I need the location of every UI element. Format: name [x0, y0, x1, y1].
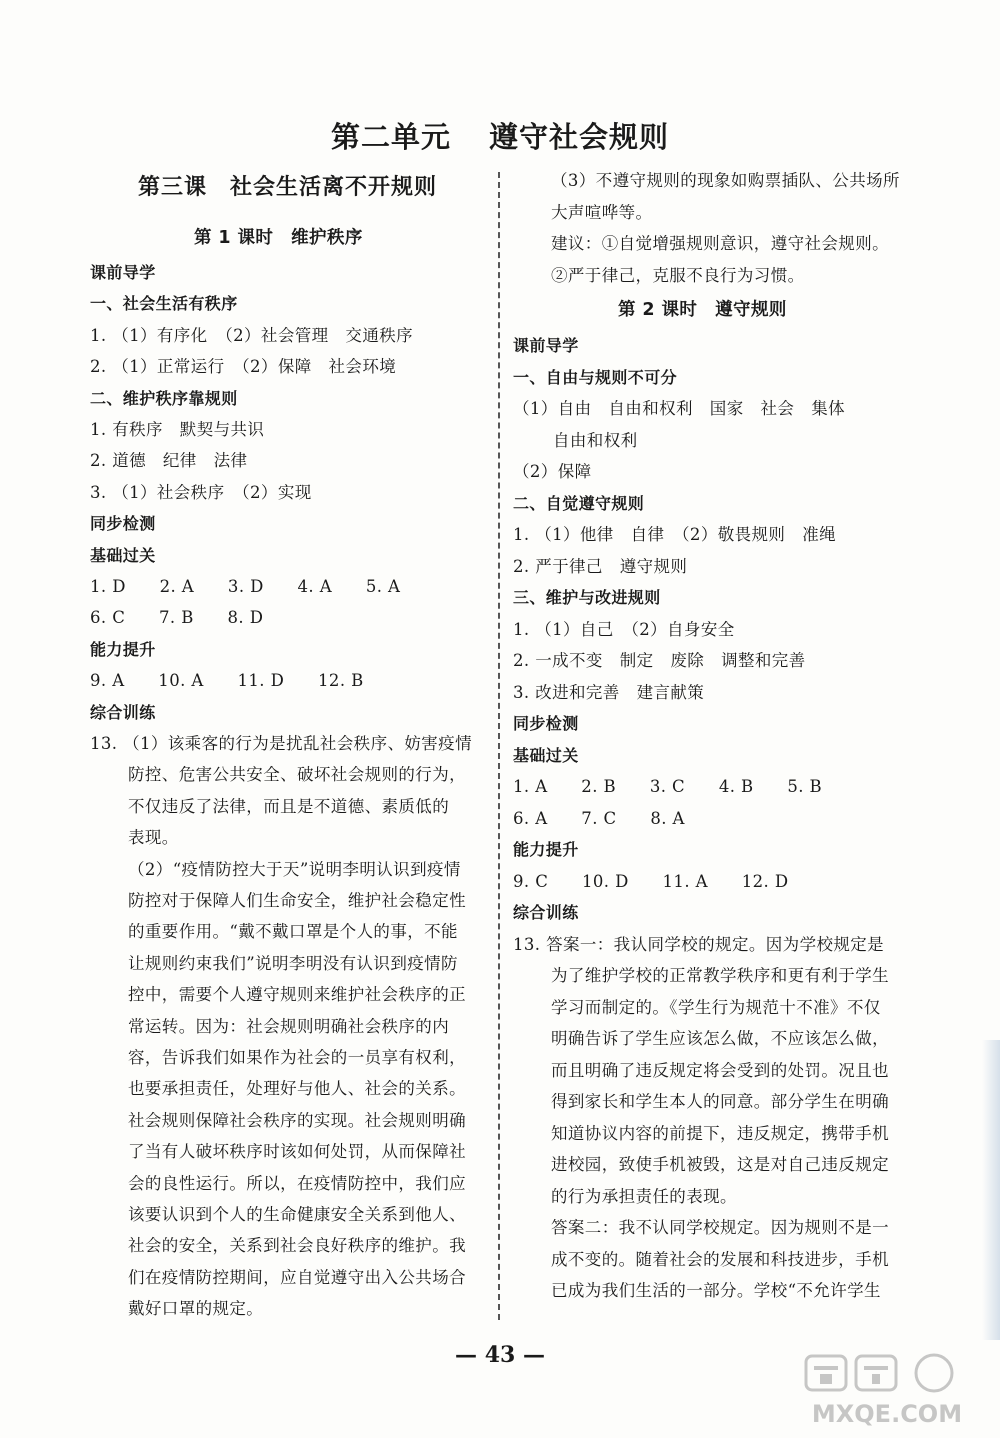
- answer-line: 控中，需要个人遵守规则来维护社会秩序的正: [128, 985, 466, 1005]
- answer-line: 学习而制定的。《学生行为规范十不准》不仅: [551, 997, 881, 1017]
- unit-number: 第二单元: [330, 120, 451, 154]
- section-heading: 课前导学: [90, 263, 156, 282]
- answer-line: 该要认识到个人的生命健康安全关系到他人、: [128, 1205, 466, 1224]
- section-heading: 同步检测: [513, 714, 579, 733]
- answer-line: 也要承担责任，处理好与他人、社会的关系。: [128, 1079, 466, 1099]
- answer-line: 社会的安全，关系到社会良好秩序的维护。我: [128, 1236, 466, 1256]
- section-heading: 一、社会生活有秩序: [90, 294, 238, 314]
- answer-line: （1）自由 自由和权利 国家 社会 集体: [513, 399, 845, 418]
- answer-line: 6. C 7. B 8. D: [90, 608, 264, 628]
- lesson-title: 第三课 社会生活离不开规则: [138, 175, 438, 200]
- answer-line: 1. D 2. A 3. D 4. A 5. A: [90, 577, 401, 596]
- answer-line: 自由和权利: [553, 430, 638, 450]
- answer-line: （2）“疫情防控大于天”说明李明认识到疫情: [128, 859, 461, 879]
- section-heading: 基础过关: [90, 545, 156, 565]
- answer-line: 们在疫情防控期间，应自觉遵守出入公共场合: [128, 1267, 466, 1287]
- answer-line: 1. （1）他律 自律 （2）敬畏规则 准绳: [513, 525, 837, 544]
- section-heading: 综合训练: [90, 702, 156, 722]
- answer-line: 表现。: [128, 828, 179, 848]
- answer-line: 常运转。因为：社会规则明确社会秩序的内: [128, 1016, 450, 1036]
- answer-line: 13. （1）该乘客的行为是扰乱社会秩序、妨害疫情: [90, 734, 472, 753]
- watermark-logo: [792, 1348, 982, 1430]
- unit-name: 遵守社会规则: [489, 120, 670, 154]
- answer-line: 1. （1）有序化 （2）社会管理 交通秩序: [90, 325, 414, 345]
- section-heading: 二、维护秩序靠规则: [90, 388, 238, 408]
- answer-line: 已成为我们生活的一部分。学校“不允许学生: [551, 1281, 881, 1300]
- answer-line: 进校园，致使手机被毁，这是对自己违反规定: [551, 1155, 889, 1174]
- answer-line: 明确告诉了学生应该怎么做，不应该怎么做，: [551, 1029, 889, 1048]
- answer-line: 而且明确了违反规定将会受到的处罚。况且也: [551, 1060, 889, 1080]
- unit-title: [0, 115, 1000, 156]
- answer-line: ②严于律己，克服不良行为习惯。: [551, 265, 805, 285]
- answer-line: 2. 一成不变 制定 废除 调整和完善: [513, 651, 806, 670]
- answer-line: 防控、危害公共安全、破坏社会规则的行为，: [128, 765, 466, 785]
- page-number: — 43 —: [455, 1342, 545, 1368]
- answer-line: 的重要作用。“戴不戴口罩是个人的事，不能: [128, 922, 458, 942]
- answer-line: 2. （1）正常运行 （2）保障 社会环境: [90, 357, 397, 377]
- section-heading: 能力提升: [90, 639, 156, 659]
- answer-line: 1. A 2. B 3. C 4. B 5. B: [513, 777, 823, 796]
- answer-line: 大声喧哗等。: [551, 202, 653, 222]
- answer-line: 1. 有秩序 默契与共识: [90, 420, 265, 439]
- answer-line: 的行为承担责任的表现。: [551, 1186, 737, 1206]
- page-edge-shadow: [982, 1040, 1000, 1340]
- answer-line: （2）保障: [513, 462, 592, 481]
- section-heading: 二、自觉遵守规则: [513, 493, 645, 513]
- section-heading: 三、维护与改进规则: [513, 588, 661, 607]
- answer-line: 了当有人破坏秩序时该如何处罚，从而保障社: [128, 1142, 466, 1162]
- answer-line: 得到家长和学生本人的同意。部分学生在明确: [551, 1092, 889, 1111]
- answer-line: 不仅违反了法律，而且是不道德、素质低的: [128, 796, 450, 816]
- section-heading: 综合训练: [513, 903, 579, 922]
- section-heading: 能力提升: [513, 840, 579, 859]
- answer-line: 成不变的。随着社会的发展和科技进步，手机: [551, 1249, 889, 1269]
- answer-line: 2. 道德 纪律 法律: [90, 451, 248, 471]
- answer-line: 为了维护学校的正常教学秩序和更有利于学生: [551, 966, 889, 985]
- answer-line: 6. A 7. C 8. A: [513, 808, 685, 828]
- answer-line: 9. C 10. D 11. A 12. D: [513, 871, 789, 891]
- answer-line: （3）不遵守规则的现象如购票插队、公共场所: [551, 171, 900, 190]
- answer-line: 9. A 10. A 11. D 12. B: [90, 671, 364, 691]
- section-heading: 基础过关: [513, 745, 579, 765]
- section-heading: 一、自由与规则不可分: [513, 367, 678, 387]
- answer-line: 社会规则保障社会秩序的实现。社会规则明确: [128, 1110, 466, 1130]
- answer-line: 会的良性运行。所以，在疫情防控中，我们应: [128, 1173, 466, 1193]
- period-title-1: 第 1 课时 维护秩序: [194, 228, 363, 248]
- period-title-2: 第 2 课时 遵守规则: [618, 300, 787, 320]
- answer-line: 13. 答案一：我认同学校的规定。因为学校规定是: [513, 934, 885, 954]
- answer-line: 建议：①自觉增强规则意识，遵守社会规则。: [551, 234, 889, 253]
- answer-line: 答案二：我不认同学校规定。因为规则不是一: [551, 1218, 889, 1237]
- answer-line: 知道协议内容的前提下，违反规定，携带手机: [551, 1123, 889, 1143]
- answer-line: 容，告诉我们如果作为社会的一员享有权利，: [128, 1048, 466, 1067]
- answer-line: 1. （1）自己 （2）自身安全: [513, 619, 735, 639]
- answer-line: 3. 改进和完善 建言献策: [513, 682, 705, 702]
- section-heading: 同步检测: [90, 514, 156, 534]
- section-heading: 课前导学: [513, 336, 579, 355]
- column-divider: [498, 172, 500, 1320]
- answer-line: 让规则约束我们”说明李明没有认识到疫情防: [128, 953, 458, 973]
- answer-line: 2. 严于律己 遵守规则: [513, 556, 688, 576]
- watermark-text: MXQE.COM: [811, 1400, 963, 1428]
- answer-line: 戴好口罩的规定。: [128, 1299, 264, 1319]
- answer-line: 3. （1）社会秩序 （2）实现: [90, 482, 312, 502]
- answer-line: 防控对于保障人们生命安全，维护社会稳定性: [128, 891, 466, 910]
